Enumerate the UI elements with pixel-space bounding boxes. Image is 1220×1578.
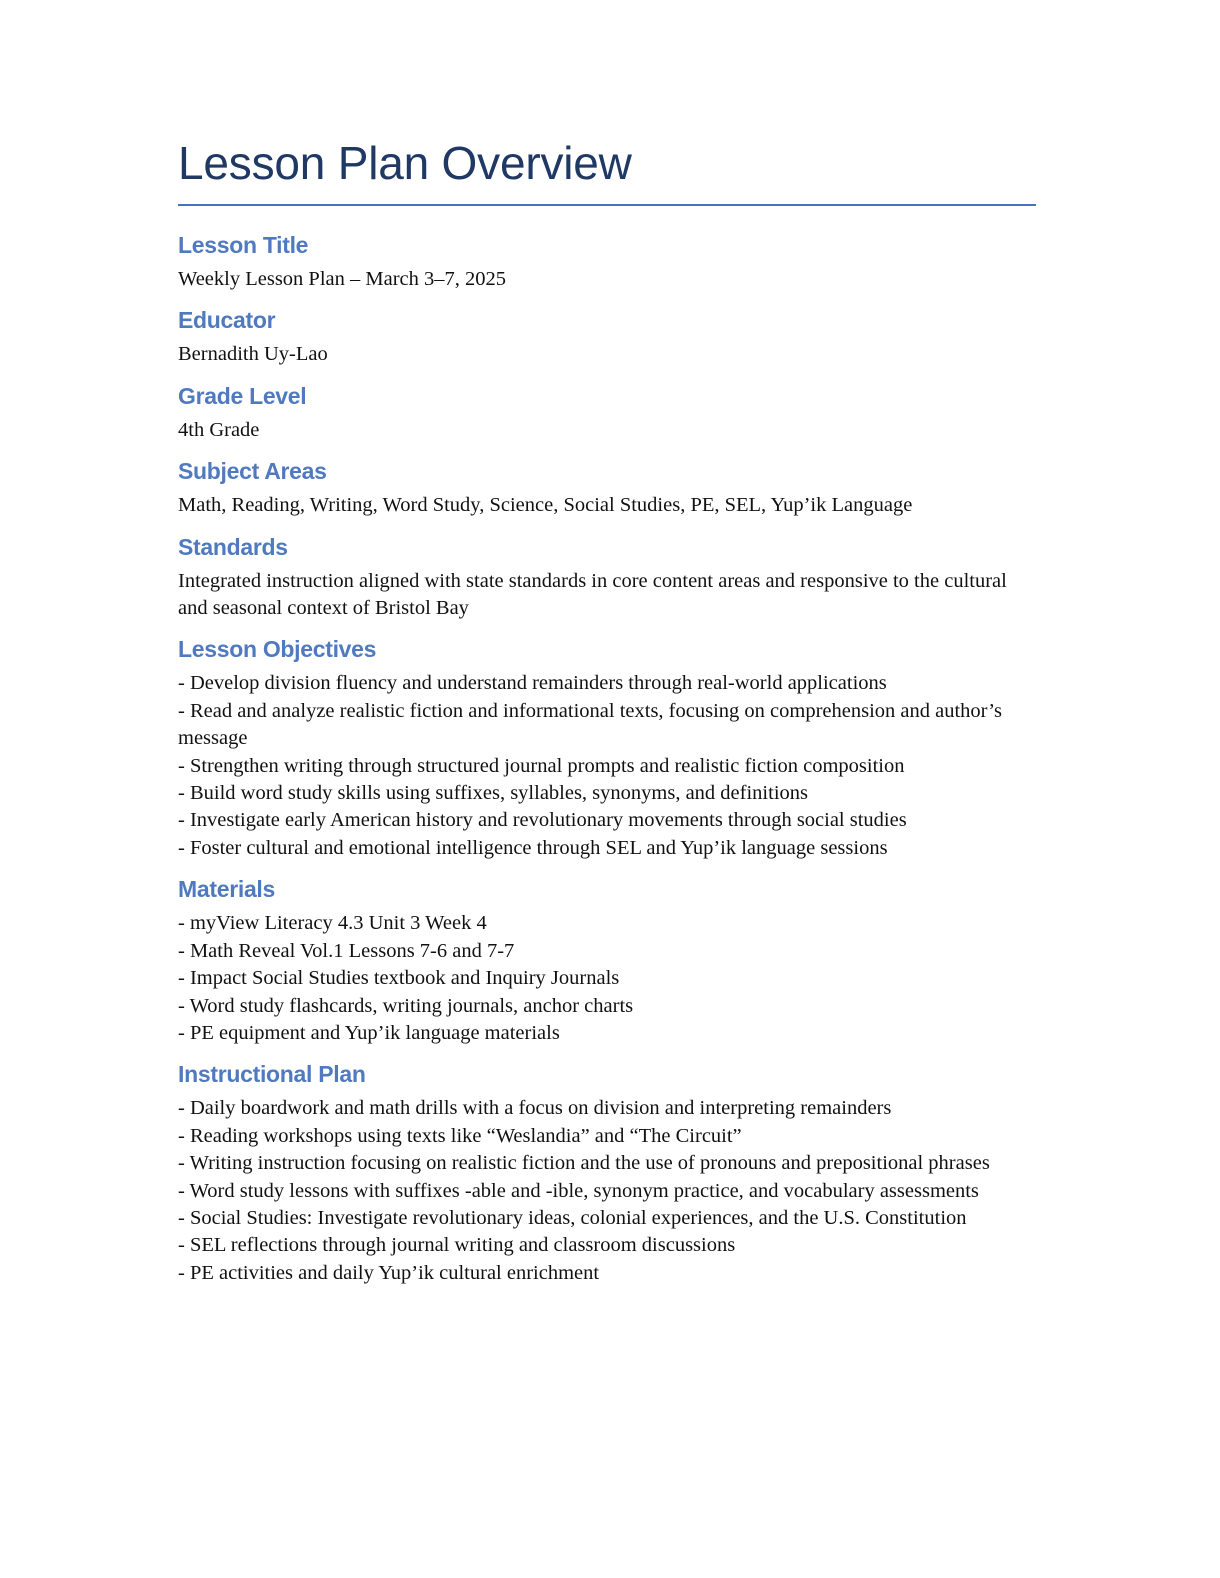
list-item: - Foster cultural and emotional intelligence through SEL and Yup’ik language sessions	[178, 836, 888, 859]
section-heading: Educator	[178, 307, 276, 334]
list-item: - Word study flashcards, writing journals, anchor charts	[178, 994, 634, 1017]
page-title: Lesson Plan Overview	[178, 137, 632, 189]
list-item: - Reading workshops using texts like “Weslandia” and “The Circuit”	[178, 1124, 742, 1147]
section-subject-areas	[178, 456, 1036, 519]
section-heading: Lesson Title	[178, 232, 309, 258]
list-item: - Strengthen writing through structured journal prompts and realistic fiction composition	[178, 754, 905, 777]
section-instructional-plan	[178, 1059, 1036, 1287]
list-item: - Read and analyze realistic fiction and informational texts, focusing on comprehension and author’s message	[178, 699, 1002, 750]
section-heading: Grade Level	[178, 382, 307, 409]
list-item: - myView Literacy 4.3 Unit 3 Week 4	[178, 912, 487, 935]
list-item: - Investigate early American history and revolutionary movements through social studies	[178, 809, 907, 832]
list-item: - Writing instruction focusing on realistic fiction and the use of pronouns and prepositional phrases	[178, 1152, 990, 1175]
section-materials	[178, 874, 1036, 1047]
document-page	[178, 132, 1036, 1299]
section-heading: Materials	[178, 876, 276, 903]
instructional-plan-list	[178, 1095, 1036, 1287]
list-item: - Word study lessons with suffixes -able and -ible, synonym practice, and vocabulary assessments	[178, 1179, 979, 1202]
section-standards	[178, 532, 1036, 623]
subject-areas-value: Math, Reading, Writing, Word Study, Science, Social Studies, PE, SEL, Yup’ik Language	[178, 494, 913, 517]
section-educator	[178, 305, 1036, 368]
title-divider	[178, 204, 1036, 206]
list-item: - PE equipment and Yup’ik language materials	[178, 1021, 560, 1044]
list-item: - Math Reveal Vol.1 Lessons 7-6 and 7-7	[178, 939, 515, 962]
materials-list	[178, 910, 1036, 1047]
grade-level-value: 4th Grade	[178, 418, 260, 441]
section-heading: Subject Areas	[178, 458, 327, 485]
educator-value: Bernadith Uy-Lao	[178, 343, 328, 366]
list-item: - Impact Social Studies textbook and Inquiry Journals	[178, 967, 620, 990]
standards-value: Integrated instruction aligned with state standards in core content areas and responsive to the cultural and seasonal context of Bristol Bay	[178, 569, 1007, 620]
section-lesson-objectives	[178, 634, 1036, 862]
objectives-list	[178, 670, 1036, 862]
list-item: - Social Studies: Investigate revolutionary ideas, colonial experiences, and the U.S. Constitution	[178, 1206, 967, 1229]
section-grade-level	[178, 381, 1036, 444]
list-item: - Build word study skills using suffixes, syllables, synonyms, and definitions	[178, 782, 808, 805]
lesson-title-value: Weekly Lesson Plan – March 3–7, 2025	[178, 268, 506, 290]
section-heading: Lesson Objectives	[178, 636, 377, 663]
list-item: - Develop division fluency and understand remainders through real-world applications	[178, 672, 887, 695]
section-heading: Standards	[178, 533, 288, 560]
list-item: - PE activities and daily Yup’ik cultural enrichment	[178, 1261, 600, 1284]
list-item: - SEL reflections through journal writing and classroom discussions	[178, 1234, 736, 1257]
section-heading: Instructional Plan	[178, 1061, 366, 1088]
list-item: - Daily boardwork and math drills with a focus on division and interpreting remainders	[178, 1097, 892, 1120]
section-lesson-title	[178, 230, 1036, 293]
